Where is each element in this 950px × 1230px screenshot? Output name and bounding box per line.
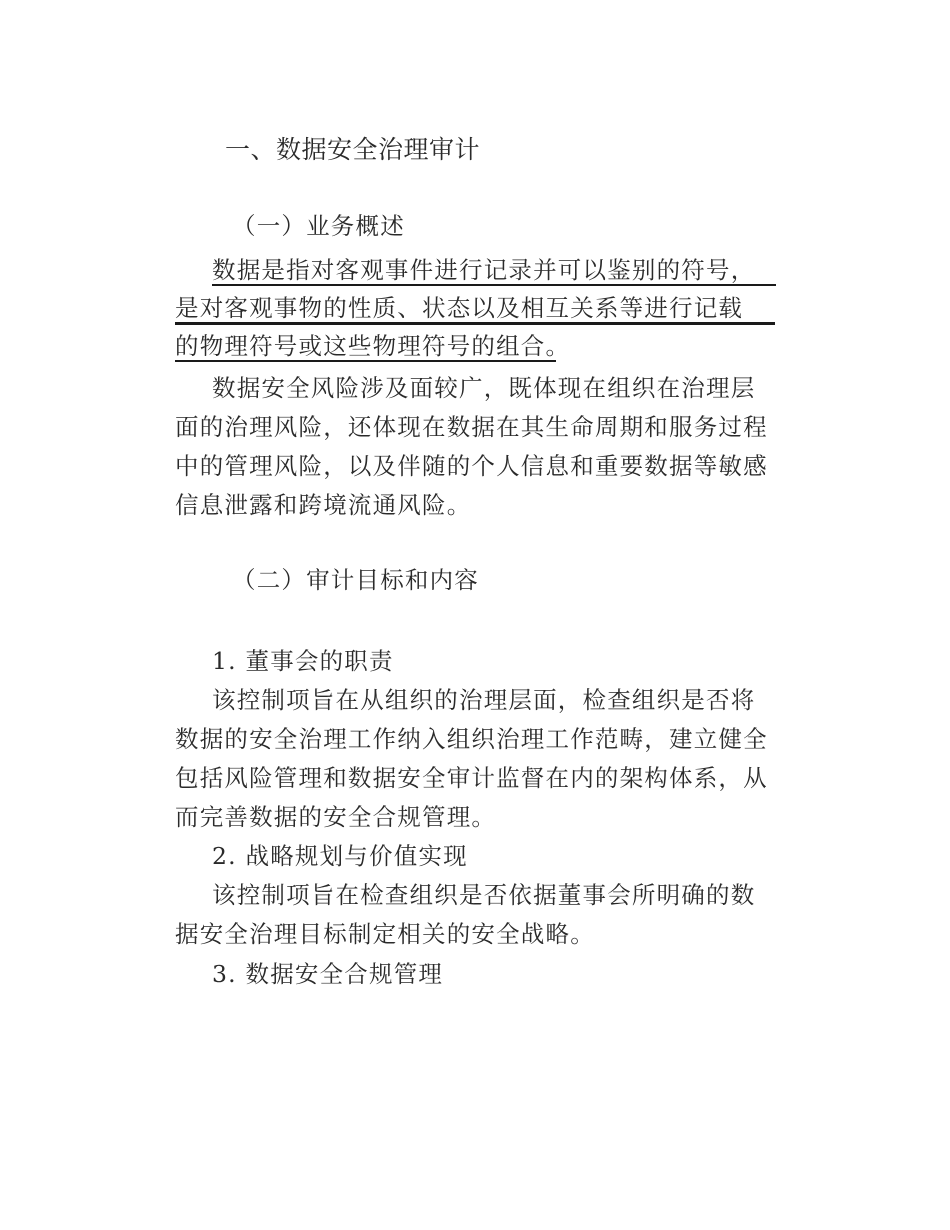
item2-line-1: 该控制项旨在检查组织是否依据董事会所明确的数 xyxy=(212,881,756,909)
main-heading: 一、数据安全治理审计 xyxy=(225,135,481,164)
para2-line-2: 面的治理风险，还体现在数据在其生命周期和服务过程 xyxy=(175,413,768,441)
underline-mark-2 xyxy=(175,322,775,325)
underline-mark-1 xyxy=(212,284,776,286)
para2-line-3: 中的管理风险，以及伴随的个人信息和重要数据等敏感 xyxy=(175,452,768,480)
para1-line-1: 数据是指对客观事件进行记录并可以鉴别的符号， xyxy=(212,256,756,284)
item1-line-3: 包括风险管理和数据安全审计监督在内的架构体系，从 xyxy=(175,764,768,792)
section-2-title: （二）审计目标和内容 xyxy=(232,566,479,594)
item1-line-1: 该控制项旨在从组织的治理层面，检查组织是否将 xyxy=(212,686,756,714)
item2-line-2: 据安全治理目标制定相关的安全战略。 xyxy=(175,920,595,948)
item2-title: 2. 战略规划与价值实现 xyxy=(212,842,468,870)
section-1-title: （一）业务概述 xyxy=(232,212,405,240)
item1-line-2: 数据的安全治理工作纳入组织治理工作范畴，建立健全 xyxy=(175,725,768,753)
item1-title: 1. 董事会的职责 xyxy=(212,647,394,675)
underline-mark-3 xyxy=(175,360,556,362)
item3-title: 3. 数据安全合规管理 xyxy=(212,960,444,988)
para1-line-3: 的物理符号或这些物理符号的组合。 xyxy=(175,332,571,360)
para1-line-2: 是对客观事物的性质、状态以及相互关系等进行记载 xyxy=(175,294,744,322)
para2-line-4: 信息泄露和跨境流通风险。 xyxy=(175,491,472,519)
para2-line-1: 数据安全风险涉及面较广，既体现在组织在治理层 xyxy=(212,374,756,402)
item1-line-4: 而完善数据的安全合规管理。 xyxy=(175,803,497,831)
